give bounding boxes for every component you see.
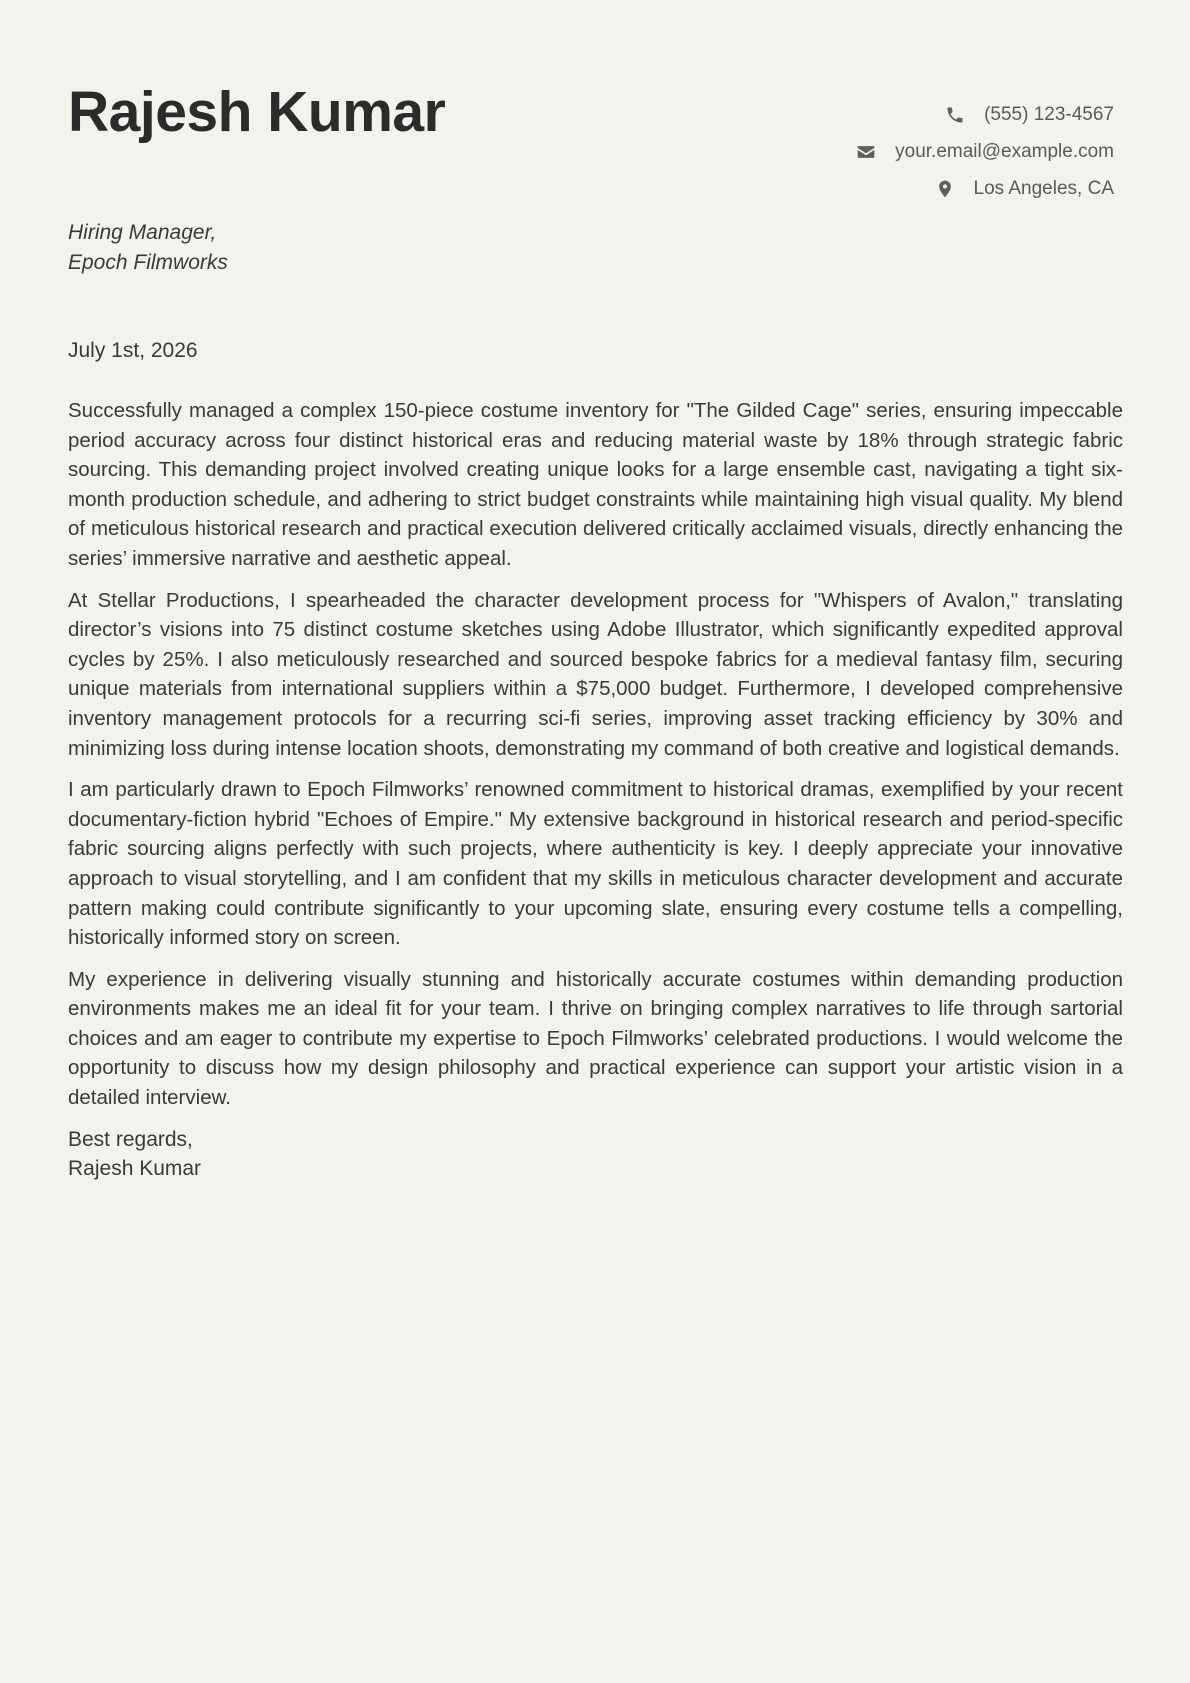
phone-icon	[944, 104, 966, 126]
recipient-block	[68, 218, 1126, 278]
closing-salutation: Best regards,	[68, 1127, 193, 1151]
letter-date: July 1st, 2026	[68, 339, 198, 362]
signature-name: Rajesh Kumar	[68, 1157, 202, 1181]
contact-phone	[855, 96, 1114, 133]
body-paragraph: I am particularly drawn to Epoch Filmworks’ renowned commitment to historical dramas, exemplified by your recent documentary-fiction hybrid "Echoes of Empire." My extensive background in historical research and period-specific fabric sourcing aligns perfectly with such projects, where authenticity is key. I deeply appreciate your innovative approach to visual storytelling, and I am confident that my skills in meticulous character development and accurate pattern making could contribute significantly to your upcoming slate, ensuring every costume tells a compelling, historically informed story on screen.	[68, 778, 1123, 950]
body-paragraph: At Stellar Productions, I spearheaded the character development process for "Whispers of Avalon," translating director’s visions into 75 distinct costume sketches using Adobe Illustrator, which significantly expedited approval cycles by 25%. I also meticulously researched and sourced bespoke fabrics for a medieval fantasy film, securing unique materials from international suppliers within a $75,000 budget. Furthermore, I developed comprehensive inventory management protocols for a recurring sci-fi series, improving asset tracking efficiency by 30% and minimizing loss during intense location shoots, demonstrating my command of both creative and logistical demands.	[68, 588, 1123, 760]
location-text: Los Angeles, CA	[973, 177, 1114, 199]
body-paragraph: My experience in delivering visually stunning and historically accurate costumes within demanding production environments makes me an ideal fit for your team. I thrive on bringing complex narratives to life through sartorial choices and am eager to contribute my expertise to Epoch Filmworks’ celebrated productions. I would welcome the opportunity to discuss how my design philosophy and practical experience can support your artistic vision in a detailed interview.	[68, 967, 1123, 1110]
closing-block	[68, 1125, 1126, 1184]
letter-body	[68, 396, 1123, 1113]
email-address: your.email@example.com	[895, 140, 1114, 162]
recipient-company: Epoch Filmworks	[68, 251, 228, 274]
sender-name: Rajesh Kumar	[68, 80, 446, 144]
letter-header	[68, 0, 1126, 210]
body-paragraph: Successfully managed a complex 150-piece costume inventory for "The Gilded Cage" series, ensuring impeccable period accuracy across four distinct historical eras and reducing material waste by 18% through strategic fabric sourcing. This demanding project involved creating unique looks for a large ensemble cast, navigating a tight six-month production schedule, and adhering to strict budget constraints while maintaining high visual quality. My blend of meticulous historical research and practical execution delivered critically acclaimed visuals, directly enhancing the series’ immersive narrative and aesthetic appeal.	[68, 399, 1123, 570]
contact-info	[855, 96, 1114, 207]
contact-email	[855, 133, 1114, 170]
cover-letter-page	[68, 0, 1126, 1184]
recipient-title: Hiring Manager,	[68, 221, 217, 244]
contact-location	[855, 170, 1114, 207]
envelope-icon	[855, 141, 877, 163]
map-marker-icon	[934, 178, 956, 200]
phone-number: (555) 123-4567	[984, 103, 1114, 125]
